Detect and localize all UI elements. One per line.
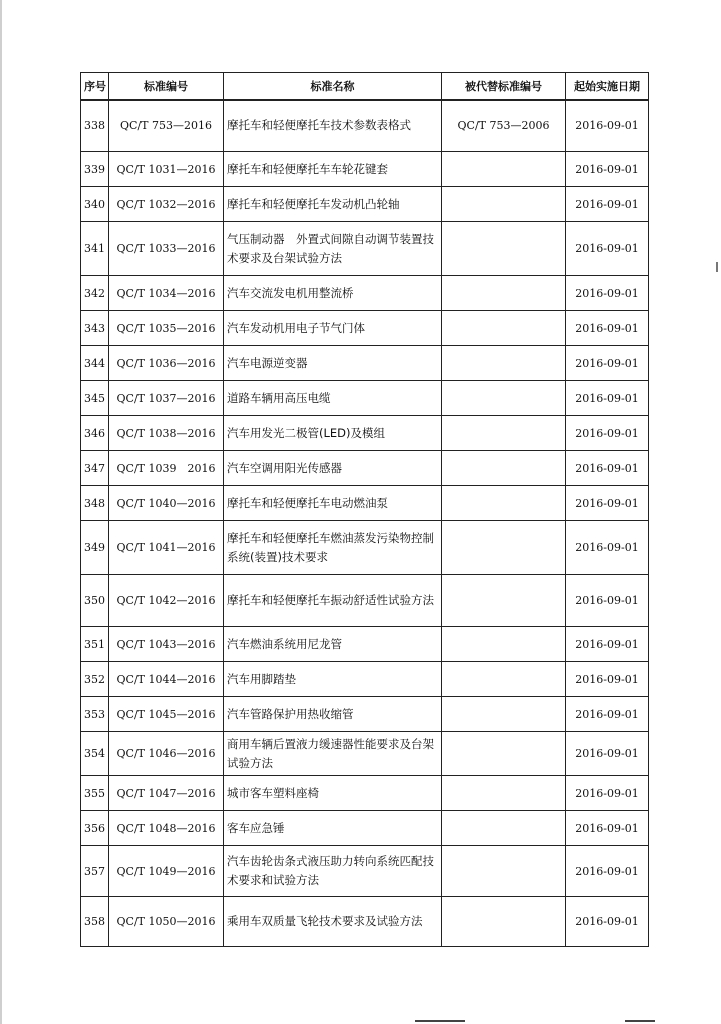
row-code: QC/T 1044—2016 — [109, 662, 224, 697]
row-date: 2016-09-01 — [566, 846, 649, 897]
table-row — [81, 697, 649, 732]
row-replaced — [442, 697, 566, 732]
row-name: 汽车发动机用电子节气门体 — [224, 311, 442, 346]
row-code: QC/T 1040—2016 — [109, 486, 224, 521]
table-row — [81, 627, 649, 662]
row-seq: 351 — [81, 627, 109, 662]
row-date: 2016-09-01 — [566, 152, 649, 187]
row-code: QC/T 753—2016 — [109, 100, 224, 152]
table-row — [81, 451, 649, 486]
row-date: 2016-09-01 — [566, 346, 649, 381]
row-date: 2016-09-01 — [566, 575, 649, 627]
header-code: 标准编号 — [109, 73, 224, 100]
row-seq: 338 — [81, 100, 109, 152]
row-name: 汽车电源逆变器 — [224, 346, 442, 381]
row-code: QC/T 1041—2016 — [109, 521, 224, 575]
standards-table — [80, 72, 649, 947]
row-replaced — [442, 846, 566, 897]
row-replaced — [442, 346, 566, 381]
header-row — [81, 73, 649, 100]
row-date: 2016-09-01 — [566, 451, 649, 486]
row-name: 汽车燃油系统用尼龙管 — [224, 627, 442, 662]
row-seq: 341 — [81, 222, 109, 276]
row-date: 2016-09-01 — [566, 521, 649, 575]
row-code: QC/T 1045—2016 — [109, 697, 224, 732]
row-code: QC/T 1049—2016 — [109, 846, 224, 897]
table-row — [81, 662, 649, 697]
row-seq: 350 — [81, 575, 109, 627]
row-name: 商用车辆后置液力缓速器性能要求及台架试验方法 — [224, 732, 442, 776]
row-date: 2016-09-01 — [566, 222, 649, 276]
row-seq: 339 — [81, 152, 109, 187]
table-row — [81, 187, 649, 222]
bottom-rule — [625, 1020, 655, 1022]
row-code: QC/T 1033—2016 — [109, 222, 224, 276]
row-replaced — [442, 381, 566, 416]
row-name: 乘用车双质量飞轮技术要求及试验方法 — [224, 897, 442, 947]
row-name: 城市客车塑料座椅 — [224, 776, 442, 811]
row-replaced — [442, 276, 566, 311]
row-replaced — [442, 811, 566, 846]
header-replaced: 被代替标准编号 — [442, 73, 566, 100]
table-row — [81, 416, 649, 451]
row-name: 汽车齿轮齿条式液压助力转向系统匹配技术要求和试验方法 — [224, 846, 442, 897]
row-seq: 353 — [81, 697, 109, 732]
row-date: 2016-09-01 — [566, 416, 649, 451]
table-body — [81, 100, 649, 947]
row-date: 2016-09-01 — [566, 276, 649, 311]
row-seq: 348 — [81, 486, 109, 521]
row-replaced — [442, 732, 566, 776]
row-code: QC/T 1043—2016 — [109, 627, 224, 662]
row-name: 摩托车和轻便摩托车技术参数表格式 — [224, 100, 442, 152]
row-replaced — [442, 897, 566, 947]
row-name: 汽车交流发电机用整流桥 — [224, 276, 442, 311]
row-date: 2016-09-01 — [566, 697, 649, 732]
row-name: 摩托车和轻便摩托车振动舒适性试验方法 — [224, 575, 442, 627]
table-row — [81, 776, 649, 811]
row-date: 2016-09-01 — [566, 187, 649, 222]
row-seq: 355 — [81, 776, 109, 811]
row-replaced — [442, 451, 566, 486]
row-date: 2016-09-01 — [566, 811, 649, 846]
row-name: 汽车用脚踏垫 — [224, 662, 442, 697]
row-replaced — [442, 486, 566, 521]
row-date: 2016-09-01 — [566, 381, 649, 416]
row-code: QC/T 1039 2016 — [109, 451, 224, 486]
table-row — [81, 276, 649, 311]
row-code: QC/T 1046—2016 — [109, 732, 224, 776]
row-name: 汽车用发光二极管(LED)及模组 — [224, 416, 442, 451]
header-date: 起始实施日期 — [566, 73, 649, 100]
row-date: 2016-09-01 — [566, 486, 649, 521]
header-name: 标准名称 — [224, 73, 442, 100]
row-seq: 346 — [81, 416, 109, 451]
row-code: QC/T 1034—2016 — [109, 276, 224, 311]
bottom-rule — [415, 1020, 465, 1022]
table-row — [81, 100, 649, 152]
row-seq: 358 — [81, 897, 109, 947]
row-name: 道路车辆用高压电缆 — [224, 381, 442, 416]
row-seq: 352 — [81, 662, 109, 697]
row-seq: 349 — [81, 521, 109, 575]
table-row — [81, 897, 649, 947]
row-date: 2016-09-01 — [566, 311, 649, 346]
row-code: QC/T 1031—2016 — [109, 152, 224, 187]
table-row — [81, 521, 649, 575]
table-row — [81, 575, 649, 627]
row-replaced — [442, 416, 566, 451]
row-replaced — [442, 575, 566, 627]
row-code: QC/T 1048—2016 — [109, 811, 224, 846]
row-code: QC/T 1037—2016 — [109, 381, 224, 416]
table-row — [81, 346, 649, 381]
row-replaced — [442, 521, 566, 575]
row-replaced — [442, 311, 566, 346]
table-row — [81, 152, 649, 187]
table-row — [81, 381, 649, 416]
row-code: QC/T 1035—2016 — [109, 311, 224, 346]
row-date: 2016-09-01 — [566, 897, 649, 947]
row-name: 汽车管路保护用热收缩管 — [224, 697, 442, 732]
table-row — [81, 222, 649, 276]
table-row — [81, 311, 649, 346]
row-seq: 357 — [81, 846, 109, 897]
row-seq: 356 — [81, 811, 109, 846]
row-date: 2016-09-01 — [566, 662, 649, 697]
table-row — [81, 732, 649, 776]
row-replaced: QC/T 753—2006 — [442, 100, 566, 152]
row-code: QC/T 1050—2016 — [109, 897, 224, 947]
row-replaced — [442, 187, 566, 222]
row-date: 2016-09-01 — [566, 732, 649, 776]
row-name: 摩托车和轻便摩托车车轮花键套 — [224, 152, 442, 187]
table-row — [81, 846, 649, 897]
row-date: 2016-09-01 — [566, 100, 649, 152]
row-code: QC/T 1036—2016 — [109, 346, 224, 381]
table-row — [81, 811, 649, 846]
row-replaced — [442, 662, 566, 697]
row-code: QC/T 1047—2016 — [109, 776, 224, 811]
row-seq: 345 — [81, 381, 109, 416]
scan-edge — [0, 0, 2, 1024]
row-date: 2016-09-01 — [566, 627, 649, 662]
row-date: 2016-09-01 — [566, 776, 649, 811]
row-name: 汽车空调用阳光传感器 — [224, 451, 442, 486]
row-replaced — [442, 776, 566, 811]
header-seq: 序号 — [81, 73, 109, 100]
row-name: 气压制动器 外置式间隙自动调节装置技术要求及台架试验方法 — [224, 222, 442, 276]
row-seq: 340 — [81, 187, 109, 222]
row-code: QC/T 1042—2016 — [109, 575, 224, 627]
row-name: 摩托车和轻便摩托车燃油蒸发污染物控制系统(装置)技术要求 — [224, 521, 442, 575]
row-replaced — [442, 222, 566, 276]
row-code: QC/T 1038—2016 — [109, 416, 224, 451]
row-seq: 354 — [81, 732, 109, 776]
row-replaced — [442, 152, 566, 187]
row-seq: 347 — [81, 451, 109, 486]
scan-mark — [716, 262, 718, 272]
row-name: 摩托车和轻便摩托车发动机凸轮轴 — [224, 187, 442, 222]
row-name: 客车应急锤 — [224, 811, 442, 846]
row-replaced — [442, 627, 566, 662]
row-seq: 342 — [81, 276, 109, 311]
row-name: 摩托车和轻便摩托车电动燃油泵 — [224, 486, 442, 521]
row-seq: 343 — [81, 311, 109, 346]
row-code: QC/T 1032—2016 — [109, 187, 224, 222]
table-row — [81, 486, 649, 521]
row-seq: 344 — [81, 346, 109, 381]
table-header — [81, 73, 649, 100]
